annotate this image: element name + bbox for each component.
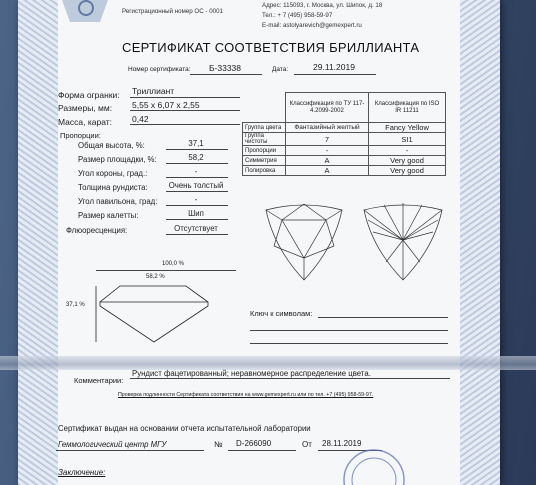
cert-number-label: Номер сертификата: [128,66,191,73]
phone: Тел.: + 7 (495) 958-59-97 [262,12,333,19]
profile-diagram [94,280,214,350]
prop-value-size: 5,55 х 6,07 х 2,55 [132,100,200,110]
cert-date: 29.11.2019 [313,62,355,72]
profile-width: 100,0 % [162,261,185,267]
proportion-label: Угол павильона, град: [78,197,158,206]
table-cell: Very good [369,166,446,176]
cert-date-label: Дата: [272,66,289,73]
proportion-value: 58,2 [188,153,204,162]
grading-table [242,92,446,176]
grading-col1-header: Классификация по ТУ 117-4.2099-2002 [286,93,369,123]
table-row-label: Полировка [243,166,286,176]
comment-label: Комментарии: [74,376,124,385]
profile-table: 58,2 % [146,274,165,280]
report-date: 28.11.2019 [322,439,362,448]
guilloche-border-right [458,0,500,485]
proportion-value: Шип [188,209,204,218]
table-cell: - [369,146,446,156]
table-cell: - [286,146,369,156]
proportion-label: Толщина рундиста: [78,183,148,192]
table-cell: SI1 [369,133,446,146]
table-cell: Фантазийный желтый [286,123,369,133]
prop-label-shape: Форма огранки: [58,90,120,100]
proportion-label: Общая высота, %: [78,141,145,150]
verification-note: Проверка подлинности Сертификата соответствия на www.gemexpert.ru или по тел. +7 (495) 958-59-97. [118,392,374,398]
stamp [338,444,408,485]
proportion-label: Размер площадки, %: [78,155,157,164]
prop-label-weight: Масса, карат: [58,117,113,127]
pavilion-diagram [356,196,450,286]
table-cell: Fancy Yellow [369,123,446,133]
proportion-value: - [194,195,198,204]
prop-value-shape: Триллиант [132,86,175,96]
report-date-label: От [302,440,312,449]
proportion-value: Очень толстый [168,181,224,190]
table-cell: A [286,156,369,166]
crown-diagram [256,196,352,286]
report-number-label: № [214,440,223,449]
comment-text: Рундист фацетированный; неравномерное распределение цвета. [132,369,371,378]
table-cell: Very good [369,156,446,166]
email: E-mail: astolyarevich@gemexpert.ru [262,22,362,29]
table-cell: 7 [286,133,369,146]
page-fold [0,356,536,370]
profile-depth: 37,1 % [66,302,85,308]
proportions-heading: Пропорции: [60,131,101,140]
grading-col2-header: Классификация по ISO IR 11211 [369,93,446,123]
guilloche-border-left [18,0,60,485]
table-row-label: Пропорции [243,146,286,156]
cert-number: Б-33338 [208,63,242,73]
lab-name: Геммологический центр МГУ [58,440,167,449]
conclusion-label: Заключение: [58,468,106,477]
proportion-label: Флюоресценция: [66,226,128,235]
key-label: Ключ к символам: [250,309,313,318]
proportion-label: Размер калетты: [78,211,139,220]
logo [60,0,110,28]
table-row-label: Группа цвета [243,123,286,133]
report-number: D-266090 [236,439,272,448]
table-row-label: Группа чистоты [243,133,286,146]
address: Адрес: 115093, г. Москва, ул. Шипок, д. 18 [262,2,383,9]
proportion-label: Угол короны, град.: [78,169,148,178]
prop-label-size: Размеры, мм: [58,103,113,113]
basis-text: Сертификат выдан на основании отчета испытательной лаборатории [58,424,311,433]
table-cell: A [286,166,369,176]
proportion-value: 37,1 [188,139,204,148]
prop-value-weight: 0,42 [132,114,149,124]
page-title: СЕРТИФИКАТ СООТВЕТСТВИЯ БРИЛЛИАНТА [122,40,420,55]
table-row-label: Симметрия [243,156,286,166]
proportion-value: - [194,167,198,176]
registration-number: Регистрационный номер ОС - 0001 [122,8,223,15]
proportion-value: Отсутствует [174,224,218,233]
